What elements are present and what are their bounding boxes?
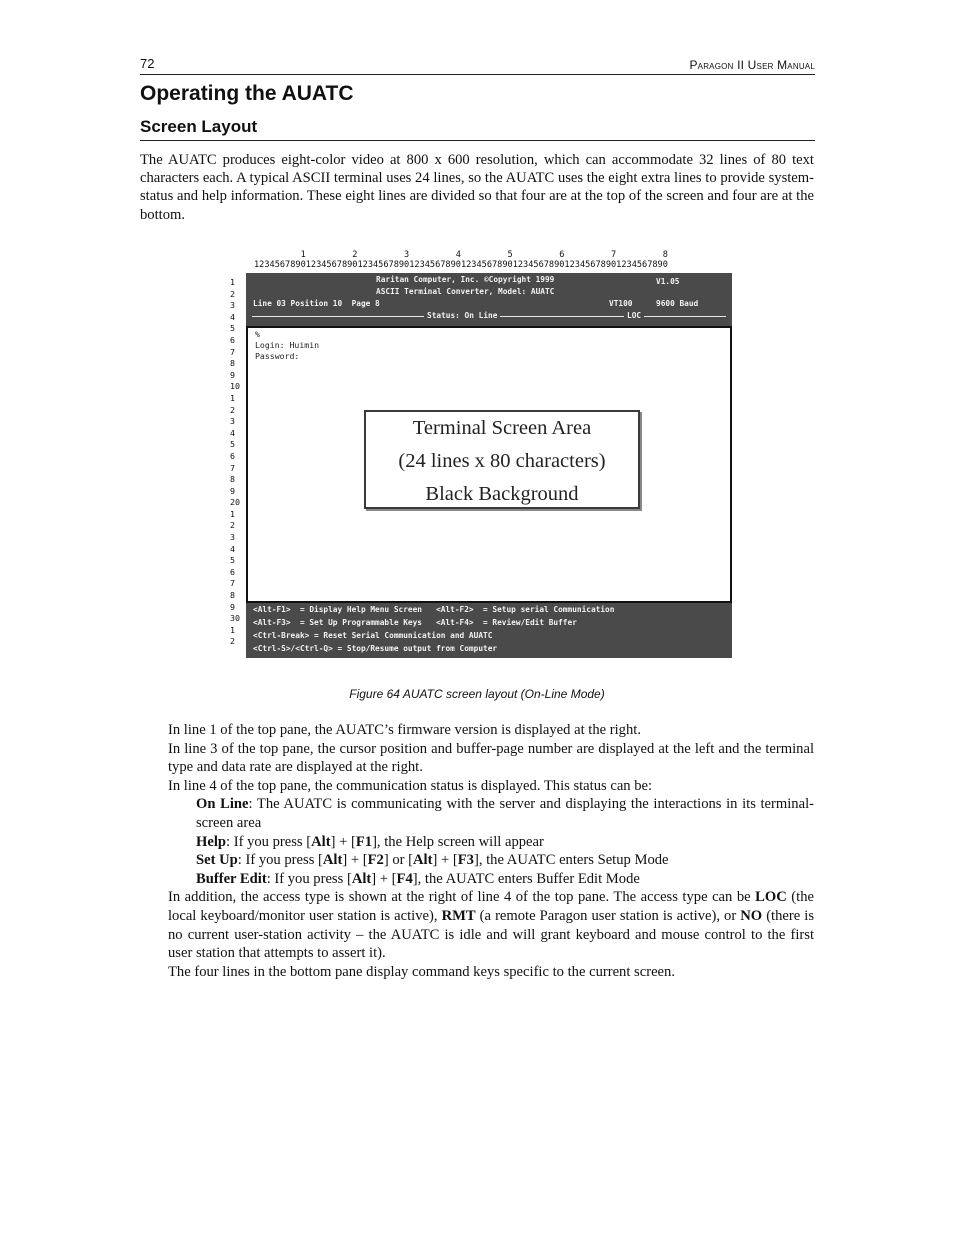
row-number: 9: [230, 369, 235, 380]
bottom-line: <Ctrl-S>/<Ctrl-Q> = Stop/Resume output from Computer: [253, 644, 498, 653]
key-alt: Alt: [311, 833, 331, 850]
row-number: 4: [230, 543, 235, 554]
page-header: [140, 55, 815, 75]
text: (there is no current user-station activity – the AUATC is idle and will grant keyboard and mouse control to the first user station that attempts to assert it).: [168, 907, 815, 962]
text: : If you press [: [266, 870, 352, 887]
paragraph-bottom-pane: The four lines in the bottom pane display command keys specific to the current screen.: [168, 963, 675, 980]
row-number: 8: [230, 358, 235, 369]
row-number: 10: [230, 381, 240, 392]
paragraph-line3: In line 3 of the top pane, the cursor position and buffer-page number are displayed at the left and the terminal type and data rate are displayed at the right.: [168, 740, 814, 776]
top-line1-version: V1.05: [656, 277, 680, 286]
text: : If you press [: [226, 833, 312, 850]
terminal-screen-area: [246, 326, 732, 603]
text: (a remote Paragon user station is active), or: [475, 907, 741, 924]
row-number: 5: [230, 439, 235, 450]
auatc-screen: [246, 273, 732, 658]
text: ] + [: [342, 852, 368, 869]
row-number: 6: [230, 334, 235, 345]
text: ] or [: [383, 852, 414, 869]
term-no: NO: [740, 907, 763, 924]
term-rmt: RMT: [441, 907, 476, 924]
row-number: 6: [230, 566, 235, 577]
top-line3-baud: 9600 Baud: [656, 299, 699, 308]
key-f3: F3: [457, 852, 474, 869]
text: ], the AUATC enters Buffer Edit Mode: [412, 870, 640, 887]
term-on-line: On Line: [196, 796, 249, 813]
text: (the local keyboard/monitor user station is active),: [168, 889, 814, 924]
row-number: 8: [230, 474, 235, 485]
bottom-line: <Alt-F3> = Set Up Programmable Keys <Alt-F4> = Review/Edit Buffer: [253, 618, 577, 627]
row-number: 1: [230, 392, 235, 403]
callout-line: Terminal Screen Area: [412, 417, 592, 439]
body-text: [168, 721, 814, 981]
text: In addition, the access type is shown at the right of line 4 of the top pane. The access type can be: [168, 889, 756, 906]
top-line3-position: Line 03 Position 10 Page 8: [253, 299, 380, 308]
paragraph-access-type: [168, 888, 814, 962]
subsection-heading: Screen Layout: [140, 117, 815, 141]
row-ruler: [230, 277, 244, 648]
section-heading: Operating the AUATC: [140, 82, 354, 105]
access-type-label: LOC: [624, 311, 644, 320]
column-ruler-units: 12345678901234567890123456789012345678901234567890123456789012345678901234567890: [254, 260, 668, 270]
row-number: 1: [230, 508, 235, 519]
row-number: 20: [230, 497, 240, 508]
key-f2: F2: [367, 852, 384, 869]
terminal-line: Password:: [255, 351, 300, 361]
terminal-line: Login: Huimin: [255, 340, 320, 350]
bottom-pane: [246, 603, 732, 658]
row-number: 30: [230, 613, 240, 624]
desc-on-line: : The AUATC is communicating with the server and displaying the interactions in its terminal-screen area: [196, 796, 814, 831]
key-alt: Alt: [322, 852, 343, 869]
row-number: 3: [230, 532, 235, 543]
term-help: Help: [196, 833, 226, 850]
term-buffer-edit: Buffer Edit: [196, 870, 267, 887]
row-number: 9: [230, 601, 235, 612]
row-number: 3: [230, 416, 235, 427]
key-f1: F1: [355, 833, 373, 850]
row-number: 9: [230, 485, 235, 496]
column-ruler: [254, 250, 668, 270]
page-number: 72: [140, 56, 155, 71]
row-number: 3: [230, 300, 235, 311]
row-number: 7: [230, 578, 235, 589]
screen-layout-figure: [228, 250, 734, 660]
text: : If you press [: [237, 852, 323, 869]
row-number: 6: [230, 450, 235, 461]
status-help: [196, 833, 814, 852]
row-number: 7: [230, 346, 235, 357]
callout-line: Black Background: [425, 483, 579, 505]
text: ], the AUATC enters Setup Mode: [473, 852, 669, 869]
top-pane: [246, 273, 732, 325]
top-line1-copyright: Raritan Computer, Inc. ©Copyright 1999: [376, 275, 555, 284]
bottom-line: <Ctrl-Break> = Reset Serial Communication and AUATC: [253, 631, 493, 640]
figure-caption: Figure 64 AUATC screen layout (On-Line Mode): [349, 687, 605, 701]
status-set-up: [196, 851, 814, 870]
paragraph-line1: In line 1 of the top pane, the AUATC’s firmware version is displayed at the right.: [168, 722, 641, 738]
bottom-line: <Alt-F1> = Display Help Menu Screen <Alt-F2> = Setup serial Communication: [253, 605, 615, 614]
text: ] + [: [432, 852, 458, 869]
key-alt: Alt: [351, 870, 372, 887]
top-line2-model: ASCII Terminal Converter, Model: AUATC: [376, 287, 555, 296]
terminal-line: %: [255, 329, 260, 339]
text: ] + [: [330, 833, 356, 850]
row-number: 5: [230, 555, 235, 566]
running-title: Paragon II User Manual: [689, 58, 815, 72]
row-number: 4: [230, 311, 235, 322]
row-number: 2: [230, 520, 235, 531]
status-on-line: [196, 795, 814, 832]
row-number: 2: [230, 636, 235, 647]
callout-line: (24 lines x 80 characters): [398, 450, 606, 472]
status-line: [252, 311, 726, 321]
row-number: 1: [230, 277, 235, 287]
status-buffer-edit: [196, 870, 814, 889]
status-label: Status: On Line: [424, 311, 500, 320]
term-loc: LOC: [755, 889, 787, 906]
key-alt: Alt: [413, 852, 433, 869]
row-number: 7: [230, 462, 235, 473]
row-number: 5: [230, 323, 235, 334]
row-number: 2: [230, 404, 235, 415]
text: ], the Help screen will appear: [372, 833, 544, 850]
text: ] + [: [371, 870, 397, 887]
terminal-area-callout: [364, 410, 640, 509]
column-ruler-tens: 1 2 3 4 5 6 7 8: [254, 250, 668, 260]
top-line3-terminal-type: VT100: [609, 299, 633, 308]
intro-paragraph: The AUATC produces eight-color video at 800 x 600 resolution, which can accommodate 32 lines of 80 text characters each. A typical ASCII terminal uses 24 lines, so the AUATC uses the eight extra lines to provide system-status and help information. These eight lines are divided so that four are at the top of the screen and four are at the bottom.: [140, 152, 814, 223]
key-f4: F4: [396, 870, 413, 887]
row-number: 2: [230, 288, 235, 299]
term-set-up: Set Up: [196, 852, 238, 869]
row-number: 8: [230, 590, 235, 601]
paragraph-line4: In line 4 of the top pane, the communication status is displayed. This status can be:: [168, 777, 653, 794]
row-number: 4: [230, 427, 235, 438]
row-number: 1: [230, 624, 235, 635]
